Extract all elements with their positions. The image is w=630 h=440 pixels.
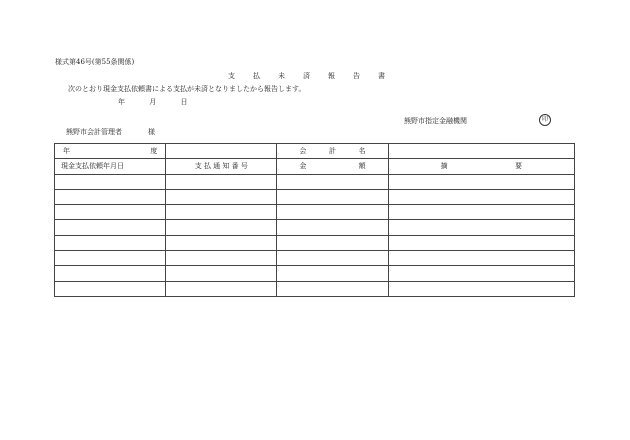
table-cell[interactable]: [55, 251, 166, 266]
table-row: [55, 251, 575, 266]
account-name-label-cell: 会 計 名: [277, 144, 388, 159]
title-char: 未: [278, 72, 285, 80]
remarks-header: 摘 要: [388, 159, 574, 174]
table-cell[interactable]: [388, 174, 574, 189]
date-year-label: 年: [118, 98, 125, 106]
title-char: 書: [378, 72, 385, 80]
table-row: [55, 174, 575, 189]
form-number: 様式第46号(第55条関係): [55, 58, 135, 66]
table-row: [55, 144, 575, 159]
table-cell[interactable]: [55, 205, 166, 220]
table-cell[interactable]: [277, 220, 388, 235]
table-row: [55, 220, 575, 235]
table-cell[interactable]: [166, 174, 277, 189]
institution-name: 熊野市指定金融機関: [404, 117, 467, 125]
table-cell[interactable]: [277, 281, 388, 296]
date-month-label: 月: [149, 98, 157, 106]
title-char: 報: [328, 72, 335, 80]
table-row: [55, 235, 575, 250]
table-row: [55, 205, 575, 220]
table-cell[interactable]: [55, 266, 166, 281]
title-char: 告: [353, 72, 360, 80]
table-cell[interactable]: [166, 205, 277, 220]
table-cell[interactable]: [388, 235, 574, 250]
table-cell[interactable]: [55, 281, 166, 296]
seal-mark: 印: [539, 114, 551, 126]
table-cell[interactable]: [55, 189, 166, 204]
table-row: [55, 189, 575, 204]
title-char: 支: [228, 72, 235, 80]
account-name-value-cell[interactable]: [388, 144, 574, 159]
table-cell[interactable]: [277, 266, 388, 281]
table-cell[interactable]: [55, 235, 166, 250]
table-cell[interactable]: [388, 266, 574, 281]
table-cell[interactable]: [277, 189, 388, 204]
table-row: [55, 266, 575, 281]
table-row: [55, 281, 575, 296]
table-cell[interactable]: [277, 251, 388, 266]
table-cell[interactable]: [388, 205, 574, 220]
table-header-row: [55, 159, 575, 174]
body-text: 次のとおり現金支払依頼書による支払が未済となりましたから報告します。: [68, 85, 306, 93]
fiscal-year-value-cell[interactable]: [166, 144, 277, 159]
fiscal-year-label-cell: 年 度: [55, 144, 166, 159]
table-cell[interactable]: [388, 220, 574, 235]
table-cell[interactable]: [166, 189, 277, 204]
table-cell[interactable]: [277, 205, 388, 220]
title-char: 済: [303, 72, 310, 80]
table-cell[interactable]: [388, 189, 574, 204]
addressee: [66, 128, 155, 137]
table-cell[interactable]: [388, 281, 574, 296]
table-cell[interactable]: [388, 251, 574, 266]
table-cell[interactable]: [166, 235, 277, 250]
amount-header: 金 額: [277, 159, 388, 174]
table-cell[interactable]: [55, 220, 166, 235]
addressee-honorific: 様: [148, 128, 155, 136]
notice-number-header: 支 払 通 知 番 号: [166, 159, 277, 174]
date-day-label: 日: [180, 98, 188, 106]
table-cell[interactable]: [277, 174, 388, 189]
table-cell[interactable]: [166, 251, 277, 266]
table-cell[interactable]: [166, 220, 277, 235]
addressee-name: 熊野市会計管理者: [66, 128, 122, 136]
request-date-header: 現金支払依頼年月日: [55, 159, 166, 174]
title-char: 払: [253, 72, 260, 80]
report-table: [54, 143, 575, 297]
table-cell[interactable]: [55, 174, 166, 189]
table-cell[interactable]: [166, 266, 277, 281]
table-cell[interactable]: [277, 235, 388, 250]
date-line: [118, 98, 187, 107]
document-title: [228, 72, 403, 81]
table-cell[interactable]: [166, 281, 277, 296]
